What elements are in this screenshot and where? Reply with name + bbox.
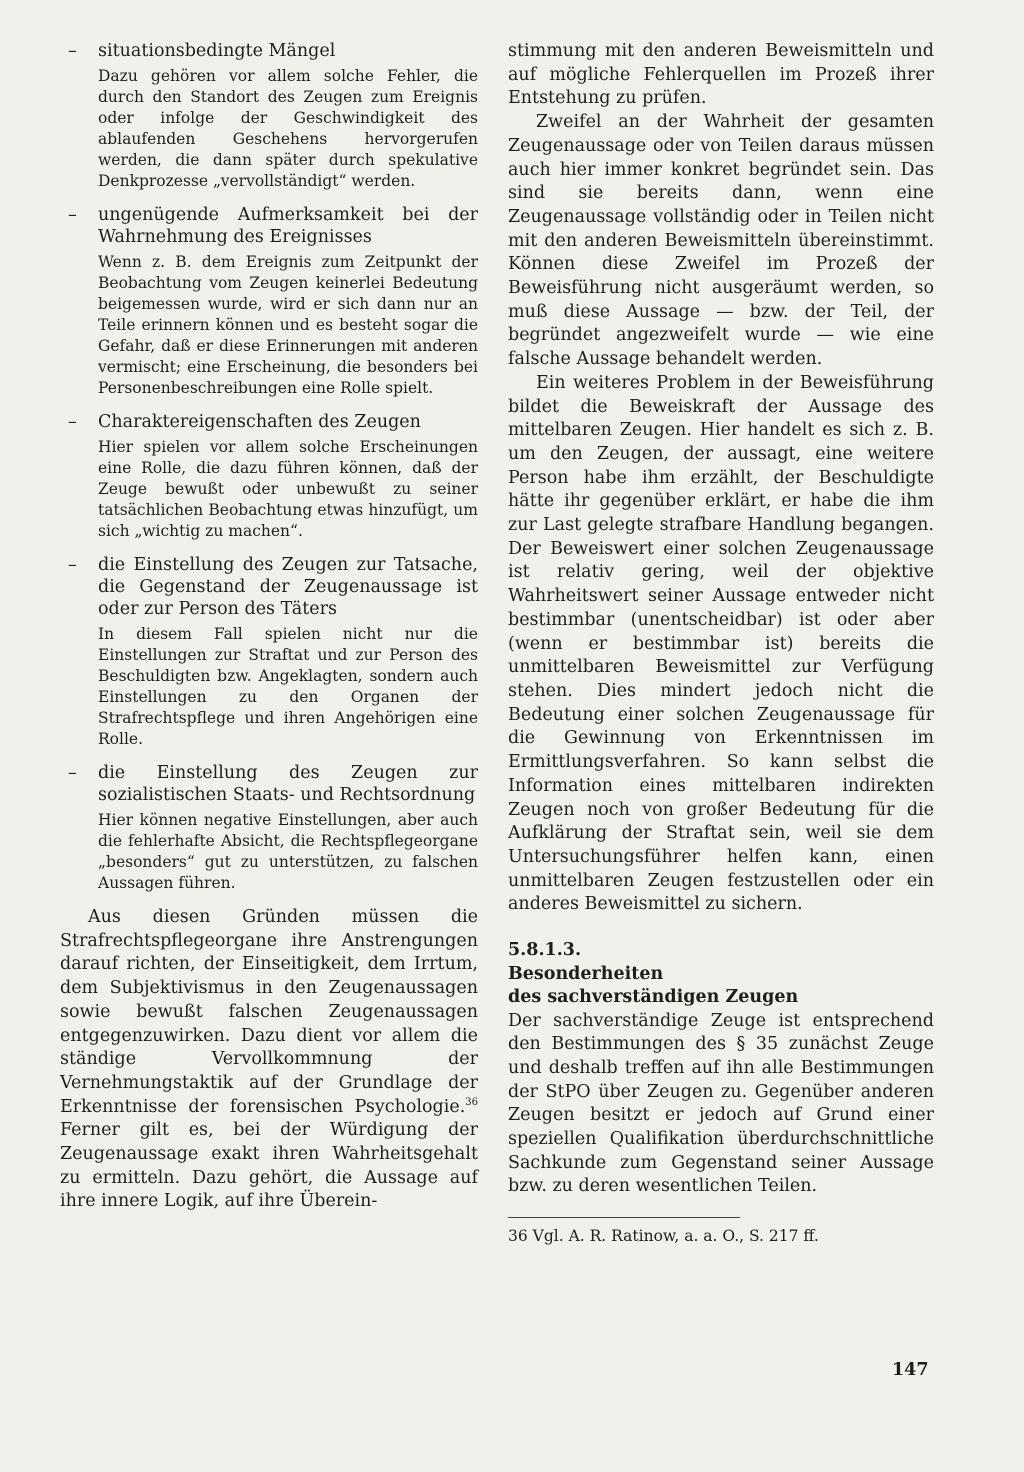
- right-column: [508, 40, 934, 1247]
- dash-bullet: –: [68, 205, 77, 225]
- section-subtitle: des sachverständigen Zeugen: [508, 987, 799, 1008]
- list-item: [60, 554, 478, 750]
- left-column: [60, 40, 478, 1214]
- list-item: [60, 762, 478, 894]
- list-item-text: Dazu gehören vor allem solche Fehler, die durch den Standort des Zeugen zum Ereignis oder infolge der Geschwindigkeit des ablaufenden Geschehens hervorgerufen werden, die dann später durch spekulative Denkprozesse „vervollständigt“ werden.: [98, 67, 478, 190]
- footnote: 36 Vgl. A. R. Ratinow, a. a. O., S. 217 ff.: [508, 1227, 819, 1246]
- section-heading: [508, 939, 934, 1010]
- list-item: [60, 204, 478, 399]
- dash-bullet: –: [68, 763, 77, 783]
- list-item-heading: – ungenügende Aufmerksamkeit bei der Wahrnehmung des Ereignisses: [68, 205, 478, 247]
- list-item: [60, 40, 478, 192]
- body-paragraph: Zweifel an der Wahrheit der gesamten Zeugenaussage oder von Teilen daraus müssen auch hier immer konkret begründet sein. Das sind sie bereits dann, wenn eine Zeugenaussage vollständig oder in Teilen nicht mit den anderen Beweismitteln übereinstimmt. Können diese Zweifel im Prozeß der Beweisführung nicht ausgeräumt werden, so muß diese Aussage — bzw. der Teil, der begründet angezweifelt wurde — wie eine falsche Aussage behandelt werden.: [508, 112, 934, 370]
- dash-bullet: –: [68, 412, 77, 432]
- footnote-reference: 36: [465, 1096, 478, 1108]
- dash-bullet: –: [68, 555, 77, 575]
- page-number: 147: [892, 1360, 929, 1380]
- list-item-text: Hier spielen vor allem solche Erscheinungen eine Rolle, die dazu führen können, daß der Zeuge bewußt oder unbewußt zu seiner tatsächlichen Beobachtung etwas hinzufügt, um sich „wichtig zu machen“.: [98, 438, 478, 540]
- footnote-divider: [508, 1217, 740, 1218]
- body-paragraph: stimmung mit den anderen Beweismitteln und auf mögliche Fehlerquellen im Prozeß ihrer Entstehung zu prüfen.: [508, 41, 934, 109]
- body-paragraph: Ein weiteres Problem in der Beweisführung bildet die Beweiskraft der Aussage des mittelbaren Zeugen. Hier handelt es sich z. B. um den Zeugen, der aussagt, eine weitere Person habe ihm erzählt, der Beschuldigte hätte ihr gegenüber erklärt, er habe die ihm zur Last gelegte strafbare Handlung begangen. Der Beweiswert einer solchen Zeugenaussage ist relativ gering, weil der objektive Wahrheitswert seiner Aussage entweder nicht bestimmbar (unentscheidbar) ist oder aber (wenn er bestimmbar ist) bereits die unmittelbaren Beweismittel zur Verfügung stehen. Dies mindert jedoch nicht die Bedeutung einer solchen Zeugenaussage für die Gewinnung von Erkenntnissen im Ermittlungsverfahren. So kann selbst die Information eines mittelbaren indirekten Zeugen noch von großer Bedeutung für die Aufklärung der Straftat sein, weil sie dem Untersuchungsführer helfen kann, einen unmittelbaren Zeugen festzustellen oder ein anderes Beweismittel zu sichern.: [508, 372, 934, 915]
- body-paragraph: Aus diesen Gründen müssen die Strafrechtspflegeorgane ihre Anstrengungen darauf richten, der Einseitigkeit, dem Irrtum, dem Subjektivismus in den Zeugenaussagen sowie bewußt falschen Zeugenaussagen entgegenzuwirken. Dazu dient vor allem die ständige Vervollkommnung der Vernehmungstaktik auf der Grundlage der Erkenntnisse der forensischen Psychologie.$^{36}$ Ferner gilt es, bei der Würdigung der Zeugenaussage exakt ihren Wahrheitsgehalt zu ermitteln. Dazu gehört, die Aussage auf ihre innere Logik, auf ihre Überein-: [60, 907, 478, 1212]
- section-title: Besonderheiten: [508, 963, 664, 984]
- section-number: 5.8.1.3.: [508, 940, 582, 961]
- section-paragraph: Der sachverständige Zeuge ist entsprechend den Bestimmungen des § 35 zunächst Zeuge und deshalb treffen auf ihn alle Bestimmungen der StPO über Zeugen zu. Gegenüber anderen Zeugen besitzt er jedoch auf Grund einer speziellen Qualifikation überdurchschnittliche Sachkunde zum Gegenstand seiner Aussage bzw. zu deren wesentlichen Teilen.: [508, 1010, 934, 1197]
- list-item-heading: – die Einstellung des Zeugen zur Tatsache, die Gegenstand der Zeugenaussage ist oder zur Person des Täters: [68, 555, 478, 619]
- list-item-heading: – Charaktereigenschaften des Zeugen: [68, 412, 421, 432]
- list-item-text: In diesem Fall spielen nicht nur die Einstellungen zur Straftat und zur Person des Beschuldigten bzw. Angeklagten, sondern auch Einstellungen zu den Organen der Strafrechtspflege und ihren Angehörigen eine Rolle.: [98, 625, 478, 748]
- list-item-heading: – die Einstellung des Zeugen zur sozialistischen Staats- und Rechtsordnung: [68, 763, 478, 805]
- list-item-heading: – situationsbedingte Mängel: [68, 41, 336, 61]
- list-item-text: Hier können negative Einstellungen, aber auch die fehlerhafte Absicht, die Rechtspflegeorgane „besonders“ gut zu unterstützen, zu falschen Aussagen führen.: [98, 811, 478, 892]
- list-item: [60, 411, 478, 542]
- dash-bullet: –: [68, 41, 77, 61]
- list-item-text: Wenn z. B. dem Ereignis zum Zeitpunkt der Beobachtung vom Zeugen keinerlei Bedeutung beigemessen wurde, wird er sich dann nur an Teile erinnern können und es besteht sogar die Gefahr, daß er diese Erinnerungen mit anderen vermischt; eine Erscheinung, die besonders bei Personenbeschreibungen eine Rolle spielt.: [98, 253, 478, 397]
- enumeration-list: [60, 40, 478, 894]
